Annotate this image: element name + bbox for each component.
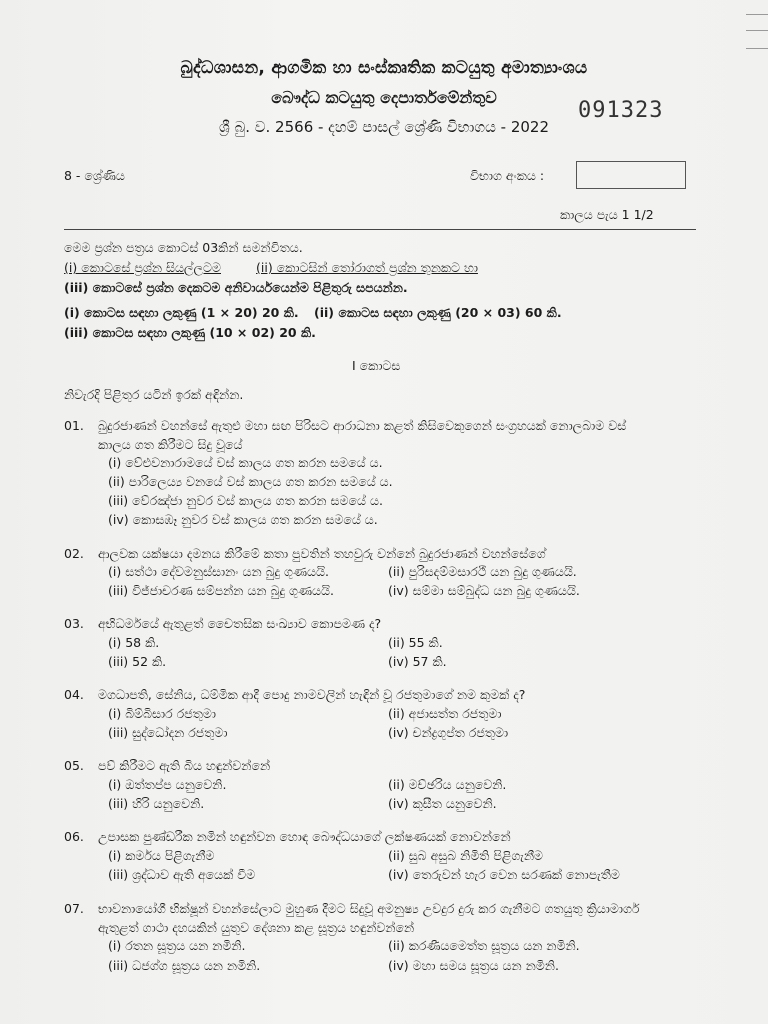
- answer-option[interactable]: (iv) සම්මා සම්බුද්ධ යන බුදු ගුණයයි.: [388, 583, 580, 598]
- answer-option[interactable]: (iv) 57 කි.: [388, 654, 447, 669]
- question-number: 03.: [64, 616, 84, 631]
- question-text: අභිධර්මයේ ඇතුළත් චෛතසික සංඛ්‍යාව කොපමණ ද?: [98, 616, 382, 631]
- answer-option[interactable]: (i) සත්ථා දේවමනුස්සානං යන බුදු ගුණයයි.: [108, 564, 329, 579]
- grade-label: 8 - ශ්‍රේණිය: [64, 168, 125, 183]
- answer-option[interactable]: (i) රතන සූත්‍රය යන නමිනි.: [108, 938, 246, 953]
- ministry-title: බුද්ධශාසන, ආගමික හා සංස්කෘතික කටයුතු අමාත්‍යාංශය: [180, 58, 588, 78]
- question-text: භාවනායෝගී භික්ෂූන් වහන්සේලාට මුහුණ දීමට සිදුවූ අමනුෂ්‍ය උවදුර දුරු කර ගැනීමට ගතයුතු ක්‍රියාමාර්ග: [98, 901, 640, 916]
- answer-option[interactable]: (ii) 55 කි.: [388, 635, 443, 650]
- instruction-line: (i) කොටසේ ප්‍රශ්න සියල්ලටම: [64, 260, 221, 275]
- question-number: 04.: [64, 687, 84, 702]
- answer-option[interactable]: (iii) සුද්ධෝදන රජතුමා: [108, 725, 228, 740]
- instruction-line: (iii) කොටසේ ප්‍රශ්න දෙකටම අනිවාර්යයෙන්ම පිළිතුරු සපයන්න.: [64, 280, 408, 295]
- marks-line: (i) කොටස සඳහා ලකුණු (1 × 20) 20 කි.: [64, 305, 299, 320]
- index-number-box[interactable]: [576, 161, 686, 189]
- answer-option[interactable]: (i) බිම්බිසාර රජතුමා: [108, 706, 216, 721]
- question-number: 06.: [64, 829, 84, 844]
- question-number: 07.: [64, 901, 84, 916]
- answer-option[interactable]: (ii) පුරිසදම්මසාරථී යන බුදු ගුණයයි.: [388, 564, 577, 579]
- question-number: 02.: [64, 546, 84, 561]
- instruction-line: (ii) කොටසින් තෝරාගත් ප්‍රශ්න තුනකට හා: [256, 260, 478, 275]
- question-text: කාලය ගත කිරීමට සිදු වූයේ: [98, 437, 243, 452]
- answer-option[interactable]: (ii) අජාසත්ත රජතුමා: [388, 706, 502, 721]
- question-text: බුදුරජාණන් වහන්සේ ඇතුළු මහා සඟ පිරිසට ආරාධනා කළත් කිසිවෙකුගෙන් සංග්‍රහයක් නොලබාම වස්: [98, 418, 627, 433]
- answer-option[interactable]: (iii) විජ්ජාචරණ සම්පන්න යන බුදු ගුණයයි.: [108, 583, 334, 598]
- question-text: මගධාපති, සේනිය, ධම්මික ආදී පොදු නාමවලින් හැඳින් වූ රජතුමාගේ නම කුමක් ද?: [98, 687, 526, 702]
- question-text: ආලවක යක්ෂයා දමනය කිරීමේ කතා පුවතින් තහවුරු වන්නේ බුදුරජාණන් වහන්සේගේ: [98, 546, 546, 561]
- answer-option[interactable]: (iv) කොසඹෑ නුවර වස් කාලය ගත කරන සමයේ ය.: [108, 512, 378, 527]
- instruction-line: මෙම ප්‍රශ්න පත්‍රය කොටස් 03කින් සමන්විතය.: [64, 240, 303, 255]
- question-number: 01.: [64, 418, 84, 433]
- divider: [64, 229, 696, 230]
- edge-mark: [746, 48, 768, 49]
- edge-mark: [746, 14, 768, 15]
- answer-option[interactable]: (iv) චන්ද්‍රගුප්ත රජතුමා: [388, 725, 509, 740]
- index-number-label: විභාග අංකය :: [470, 168, 545, 183]
- answer-option[interactable]: (iii) ධජග්ග සූත්‍රය යන නමිනි.: [108, 958, 261, 973]
- handwritten-code: 091323: [578, 98, 664, 123]
- marks-line: (iii) කොටස සඳහා ලකුණු (10 × 02) 20 කි.: [64, 325, 316, 340]
- answer-option[interactable]: (iii) වේරඤ්ජා නුවර වස් කාලය ගත කරන සමයේ ය.: [108, 493, 383, 508]
- question-text: ඇතුළත් ගාථා දහයකින් යුතුව දේශනා කළ සූත්‍රය හඳුන්වන්නේ: [98, 920, 415, 935]
- answer-option[interactable]: (i) වේළුවනාරාමයේ වස් කාලය ගත කරන සමයේ ය.: [108, 455, 383, 470]
- answer-option[interactable]: (ii) කරණීයමෙත්ත සූත්‍රය යන නමිනි.: [388, 938, 580, 953]
- answer-option[interactable]: (iv) මහා සමය සූත්‍රය යන නමිනි.: [388, 958, 559, 973]
- exam-title: ශ්‍රී බු. ව. 2566 - දහම් පාසල් ශ්‍රේණි විභාගය - 2022: [218, 118, 550, 136]
- question-number: 05.: [64, 758, 84, 773]
- marks-line: (ii) කොටස සඳහා ලකුණු (20 × 03) 60 කි.: [314, 305, 562, 320]
- department-title: බෞද්ධ කටයුතු දෙපාර්තමේන්තුව: [271, 88, 497, 107]
- answer-option[interactable]: (iii) ශ්‍රද්ධාව ඇති අයෙක් වීම: [108, 867, 256, 882]
- answer-option[interactable]: (ii) පාරිලෙය්‍ය වනයේ වස් කාලය ගත කරන සමයේ ය.: [108, 474, 393, 489]
- time-allowed: කාලය පැය 1 1/2: [560, 207, 654, 222]
- section-title: I කොටස: [352, 358, 401, 373]
- answer-option[interactable]: (ii) සුබ අසුබ නිමිති පිළිගැනීම: [388, 848, 543, 863]
- answer-option[interactable]: (i) කර්මය පිළිගැනීම: [108, 848, 215, 863]
- answer-option[interactable]: (iii) හිරි යනුවෙනි.: [108, 796, 205, 811]
- answer-option[interactable]: (i) 58 කි.: [108, 635, 160, 650]
- answer-option[interactable]: (ii) මච්ඡරිය යනුවෙනි.: [388, 777, 507, 792]
- question-text: උපාසක පුණ්ඩරීක නමින් හඳුන්වන හොඳ බෞද්ධයාගේ ලක්ෂණයක් නොවන්නේ: [98, 829, 511, 844]
- question-text: පව් කිරීමට ඇති බිය හඳුන්වන්නේ: [98, 758, 271, 773]
- section-directive: නිවැරදි පිළිතුර යටින් ඉරක් අඳින්න.: [64, 387, 244, 402]
- answer-option[interactable]: (iii) 52 කි.: [108, 654, 167, 669]
- answer-option[interactable]: (iv) තෙරුවන් හැර වෙන සරණක් නොපැතීම: [388, 867, 620, 882]
- answer-option[interactable]: (i) ඔත්තප්ප යනුවෙනි.: [108, 777, 227, 792]
- answer-option[interactable]: (iv) කුසීත යනුවෙනි.: [388, 796, 497, 811]
- edge-mark: [746, 30, 768, 31]
